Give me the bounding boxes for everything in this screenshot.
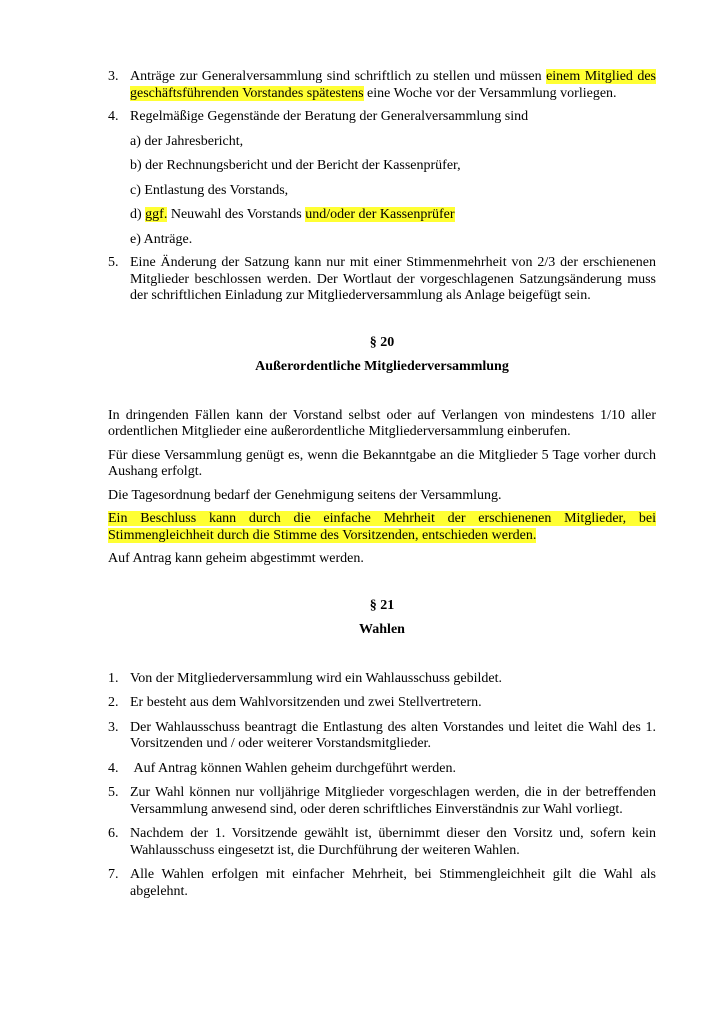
sub-item-a: a) der Jahresbericht, (130, 133, 244, 149)
list-item (108, 671, 656, 688)
item-text: Nachdem der 1. Vorsitzende gewählt ist, übernimmt dieser den Vorsitz und, sofern kein Wahlausschuss eingesetzt ist, die Durchführung der weiteren Wahlen. (130, 826, 656, 858)
item-text: Der Wahlausschuss beantragt die Entlastung des alten Vorstandes und leitet die Wahl des 1. Vorsitzenden und / oder weiterer Vorstandsmitglieder. (130, 719, 656, 751)
item-text: Eine Änderung der Satzung kann nur mit einer Stimmenmehrheit von 2/3 der erschienenen Mitglieder beschlossen werden. Der Wortlaut der vorgeschlagenen Satzungsänderung muss der schriftlichen Einladung zur Mitgliederversammlung als Anlage beigefügt sein. (130, 255, 656, 303)
item-text: Zur Wahl können nur volljährige Mitglieder vorgeschlagen werden, die in der betreffenden Versammlung anwesend sind, oder deren schriftliches Einverständnis zur Wahl vorliegt. (130, 785, 656, 817)
list-item (108, 695, 656, 712)
list-number: 4. (108, 109, 119, 124)
section-number: § 21 (369, 597, 395, 613)
list-number: 4. (108, 760, 119, 776)
paragraph: Auf Antrag kann geheim abgestimmt werden. (108, 551, 364, 566)
list-number: 2. (108, 695, 119, 710)
item-text: Er besteht aus dem Wahlvorsitzenden und zwei Stellvertretern. (130, 695, 482, 710)
list-item-4 (108, 109, 656, 126)
paragraph: Die Tagesordnung bedarf der Genehmigung seitens der Versammlung. (108, 487, 502, 503)
section-number: § 20 (369, 334, 395, 350)
section-title: Wahlen (359, 622, 405, 637)
sub-item-text: Neuwahl des Vorstands (167, 207, 306, 222)
item-text: eine Woche vor der Versammlung vorliegen. (363, 85, 617, 101)
list-item-5 (108, 255, 656, 305)
list-item (108, 867, 656, 900)
list-item (108, 761, 656, 778)
sub-item-label: d) (130, 207, 146, 222)
item-text: Von der Mitgliederversammlung wird ein Wahlausschuss gebildet. (130, 670, 503, 686)
sub-item-e: e) Anträge. (130, 231, 193, 247)
document-content (108, 69, 656, 900)
list-number: 3. (108, 719, 119, 735)
item-text: Alle Wahlen erfolgen mit einfacher Mehrheit, bei Stimmengleichheit gilt die Wahl als abgelehnt. (130, 867, 656, 899)
section-title: Außerordentliche Mitgliederversammlung (255, 359, 509, 374)
highlighted-text: und/oder der Kassenprüfer (305, 207, 455, 222)
sub-item-c: c) Entlastung des Vorstands, (130, 182, 289, 198)
highlighted-text: einem Mitglied des geschäftsführenden Vorstandes spätestens (130, 69, 656, 101)
item-text: Auf Antrag können Wahlen geheim durchgeführt werden. (130, 760, 456, 776)
list-number: 5. (108, 255, 119, 270)
paragraph: In dringenden Fällen kann der Vorstand selbst oder auf Verlangen von mindestens 1/10 aller ordentlichen Mitglieder eine außerordentliche Mitgliederversammlung einberufen. (108, 407, 656, 439)
list-number: 3. (108, 69, 119, 84)
list-item-3 (108, 69, 656, 102)
item-text: Regelmäßige Gegenstände der Beratung der Generalversammlung sind (130, 109, 529, 124)
sub-item-d (108, 207, 656, 224)
list-number: 1. (108, 670, 119, 686)
list-item (108, 826, 656, 859)
highlighted-text: ggf. (145, 207, 168, 222)
highlighted-paragraph (108, 511, 656, 544)
list-number: 7. (108, 867, 119, 882)
list-number: 6. (108, 826, 119, 841)
highlighted-text: Ein Beschluss kann durch die einfache Mehrheit der erschienenen Mitglieder, bei Stimmengleichheit durch die Stimme des Vorsitzenden, entschieden werden. (108, 511, 656, 543)
item-text: Anträge zur Generalversammlung sind schriftlich zu stellen und müssen (130, 69, 547, 84)
list-number: 5. (108, 785, 119, 800)
sub-item-b: b) der Rechnungsbericht und der Bericht der Kassenprüfer, (130, 158, 461, 173)
paragraph: Für diese Versammlung genügt es, wenn die Bekanntgabe an die Mitglieder 5 Tage vorher durch Aushang erfolgt. (108, 447, 656, 479)
list-item (108, 720, 656, 753)
list-item (108, 785, 656, 818)
